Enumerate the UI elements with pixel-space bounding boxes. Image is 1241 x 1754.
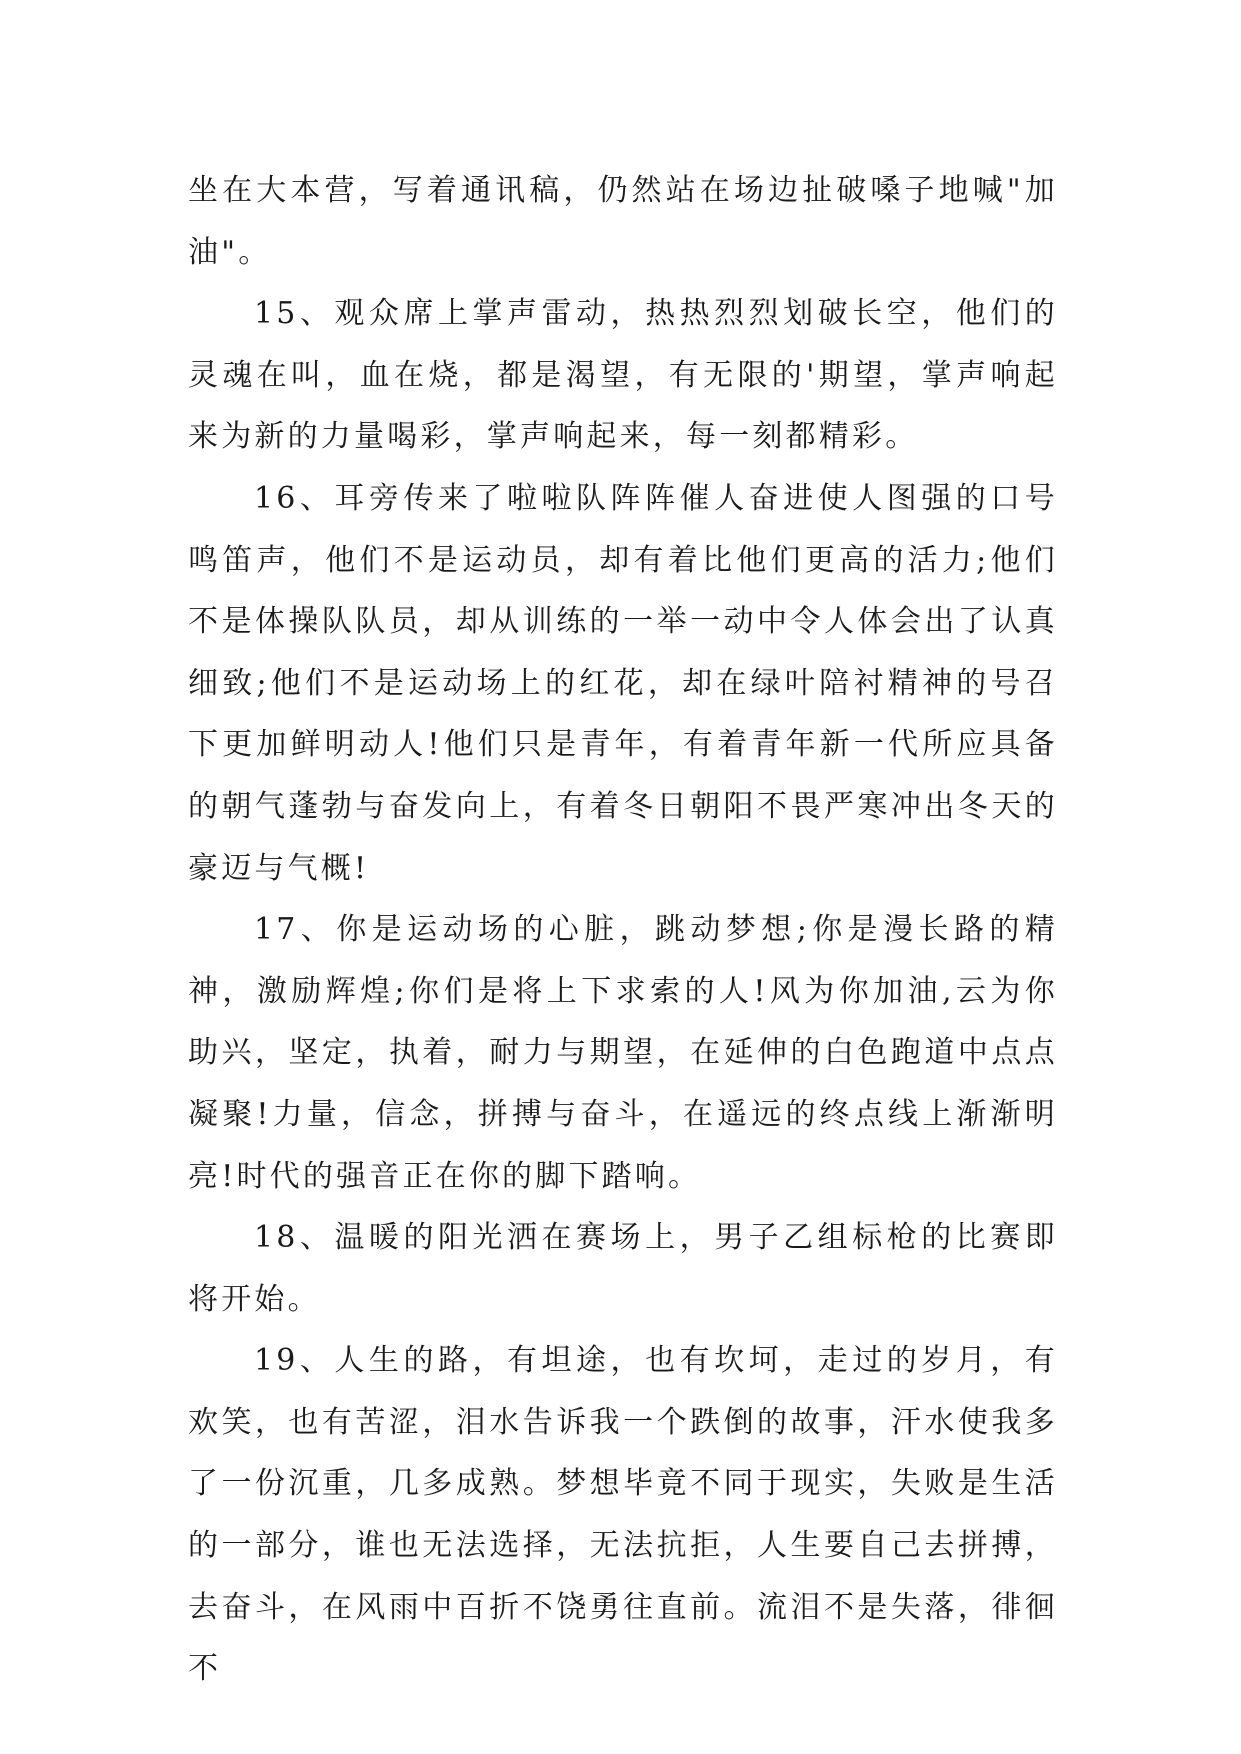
paragraph-continuation: 坐在大本营，写着通讯稿，仍然站在场边扯破嗓子地喊"加油"。 (188, 173, 1058, 270)
document-body (188, 160, 1058, 1700)
paragraph-16: 16、耳旁传来了啦啦队阵阵催人奋进使人图强的口号鸣笛声，他们不是运动员，却有着比他们更高的活力;他们不是体操队队员，却从训练的一举一动中令人体会出了认真细致;他们不是运动场上的红花，却在绿叶陪衬精神的号召下更加鲜明动人!他们只是青年，有着青年新一代所应具备的朝气蓬勃与奋发向上，有着冬日朝阳不畏严寒冲出冬天的豪迈与气概! (188, 480, 1058, 886)
paragraph-18: 18、温暖的阳光洒在赛场上，男子乙组标枪的比赛即将开始。 (188, 1220, 1058, 1317)
paragraph-19: 19、人生的路，有坦途，也有坎坷，走过的岁月，有欢笑，也有苦涩，泪水告诉我一个跌倒的故事，汗水使我多了一份沉重，几多成熟。梦想毕竟不同于现实，失败是生活的一部分，谁也无法选择，无法抗拒，人生要自己去拼搏，去奋斗，在风雨中百折不饶勇往直前。流泪不是失落，徘徊不 (188, 1343, 1058, 1687)
paragraph-15: 15、观众席上掌声雷动，热热烈烈划破长空，他们的灵魂在叫，血在烧，都是渴望，有无限的'期望，掌声响起来为新的力量喝彩，掌声响起来，每一刻都精彩。 (188, 296, 1058, 455)
paragraph-17: 17、你是运动场的心脏，跳动梦想;你是漫长路的精神，激励辉煌;你们是将上下求索的人!风为你加油,云为你助兴，坚定，执着，耐力与期望，在延伸的白色跑道中点点凝聚!力量，信念，拼搏与奋斗，在遥远的终点线上渐渐明亮!时代的强音正在你的脚下踏响。 (188, 912, 1058, 1194)
